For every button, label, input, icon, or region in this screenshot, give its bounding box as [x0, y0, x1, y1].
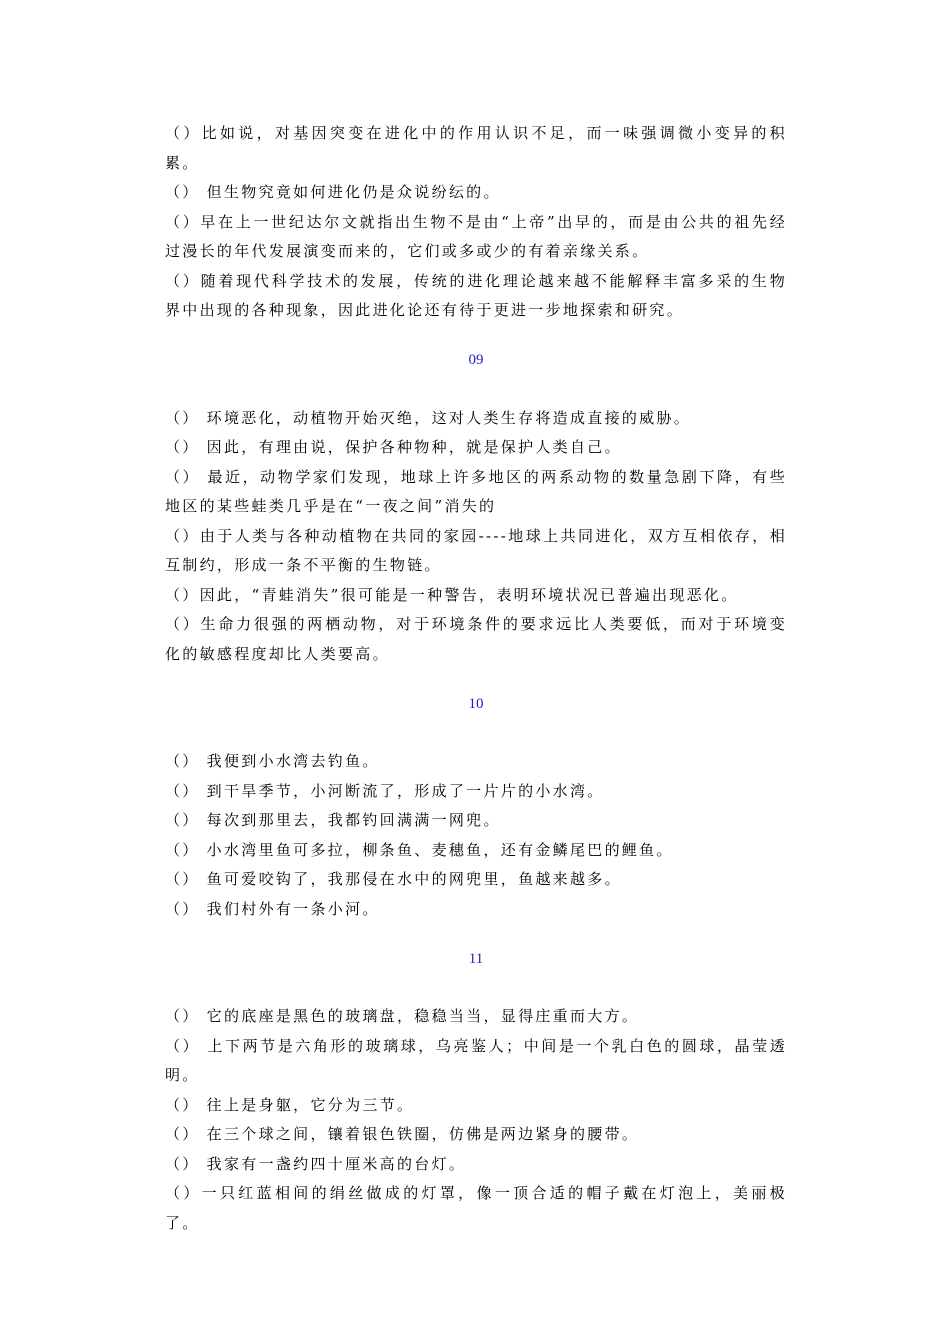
sentence-item: （） 它的底座是黑色的玻璃盘，稳稳当当，显得庄重而大方。	[165, 1007, 640, 1025]
sentence-item: （） 环境恶化，动植物开始灭绝，这对人类生存将造成直接的威胁。	[165, 408, 692, 427]
sentence-item: （） 鱼可爱咬钩了，我那侵在水中的网兜里，鱼越来越多。	[165, 870, 622, 888]
sentence-item: （）因此，“青蛙消失”很可能是一种警告，表明环境状况已普遍出现恶化。	[165, 585, 739, 604]
section-08-items	[165, 119, 787, 326]
exercise-content	[165, 119, 787, 1238]
sentence-item: （）由于人类与各种动植物在共同的家园----地球上共同进化，双方互相依存，相互制约，形成一条不平衡的生物链。	[165, 526, 787, 574]
sentence-item: （） 到干旱季节，小河断流了，形成了一片片的小水湾。	[165, 781, 605, 800]
sentence-item: （） 每次到那里去，我都钓回满满一网兜。	[165, 811, 501, 829]
sentence-item: （） 但生物究竟如何进化仍是众说纷纭的。	[165, 183, 501, 201]
section-heading-10: 10	[468, 696, 484, 712]
sentence-item: （）随着现代科学技术的发展，传统的进化理论越来越不能解释丰富多采的生物界中出现的各种现象，因此进化论还有待于更进一步地探索和研究。	[165, 271, 787, 319]
sentence-item: （） 在三个球之间，镶着银色铁圈，仿佛是两边紧身的腰带。	[165, 1125, 640, 1143]
sentence-item: （） 小水湾里鱼可多拉，柳条鱼、麦穗鱼，还有金鳞尾巴的鲤鱼。	[165, 840, 674, 859]
section-09-items	[165, 404, 787, 670]
sentence-item: （）一只红蓝相间的绢丝做成的灯罩，像一顶合适的帽子戴在灯泡上，美丽极了。	[165, 1184, 787, 1232]
sentence-item: （）生命力很强的两栖动物，对于环境条件的要求远比人类要低，而对于环境变化的敏感程度却比人类要高。	[165, 615, 787, 663]
section-10-items	[165, 747, 787, 924]
sentence-item: （） 我便到小水湾去钓鱼。	[165, 752, 380, 770]
sentence-item: （） 我们村外有一条小河。	[165, 899, 380, 918]
sentence-item: （） 因此，有理由说，保护各种物种，就是保护人类自己。	[165, 438, 622, 456]
sentence-item: （） 我家有一盏约四十厘米高的台灯。	[165, 1154, 467, 1173]
section-heading-09: 09	[468, 351, 484, 368]
section-heading-11: 11	[468, 951, 484, 967]
sentence-item: （）比如说，对基因突变在进化中的作用认识不足，而一味强调微小变异的积累。	[165, 124, 787, 172]
sentence-item: （） 往上是身躯，它分为三节。	[165, 1095, 415, 1114]
sentence-item: （）早在上一世纪达尔文就指出生物不是由“上帝”出早的，而是由公共的祖先经过漫长的年代发展演变而来的，它们或多或少的有着亲缘关系。	[165, 212, 787, 260]
sentence-item: （） 最近，动物学家们发现，地球上许多地区的两系动物的数量急剧下降，有些地区的某些蛙类几乎是在“一夜之间”消失的	[165, 467, 787, 515]
section-11-items	[165, 1002, 787, 1238]
sentence-item: （） 上下两节是六角形的玻璃球，乌亮鉴人；中间是一个乳白色的圆球，晶莹透明。	[165, 1036, 787, 1084]
